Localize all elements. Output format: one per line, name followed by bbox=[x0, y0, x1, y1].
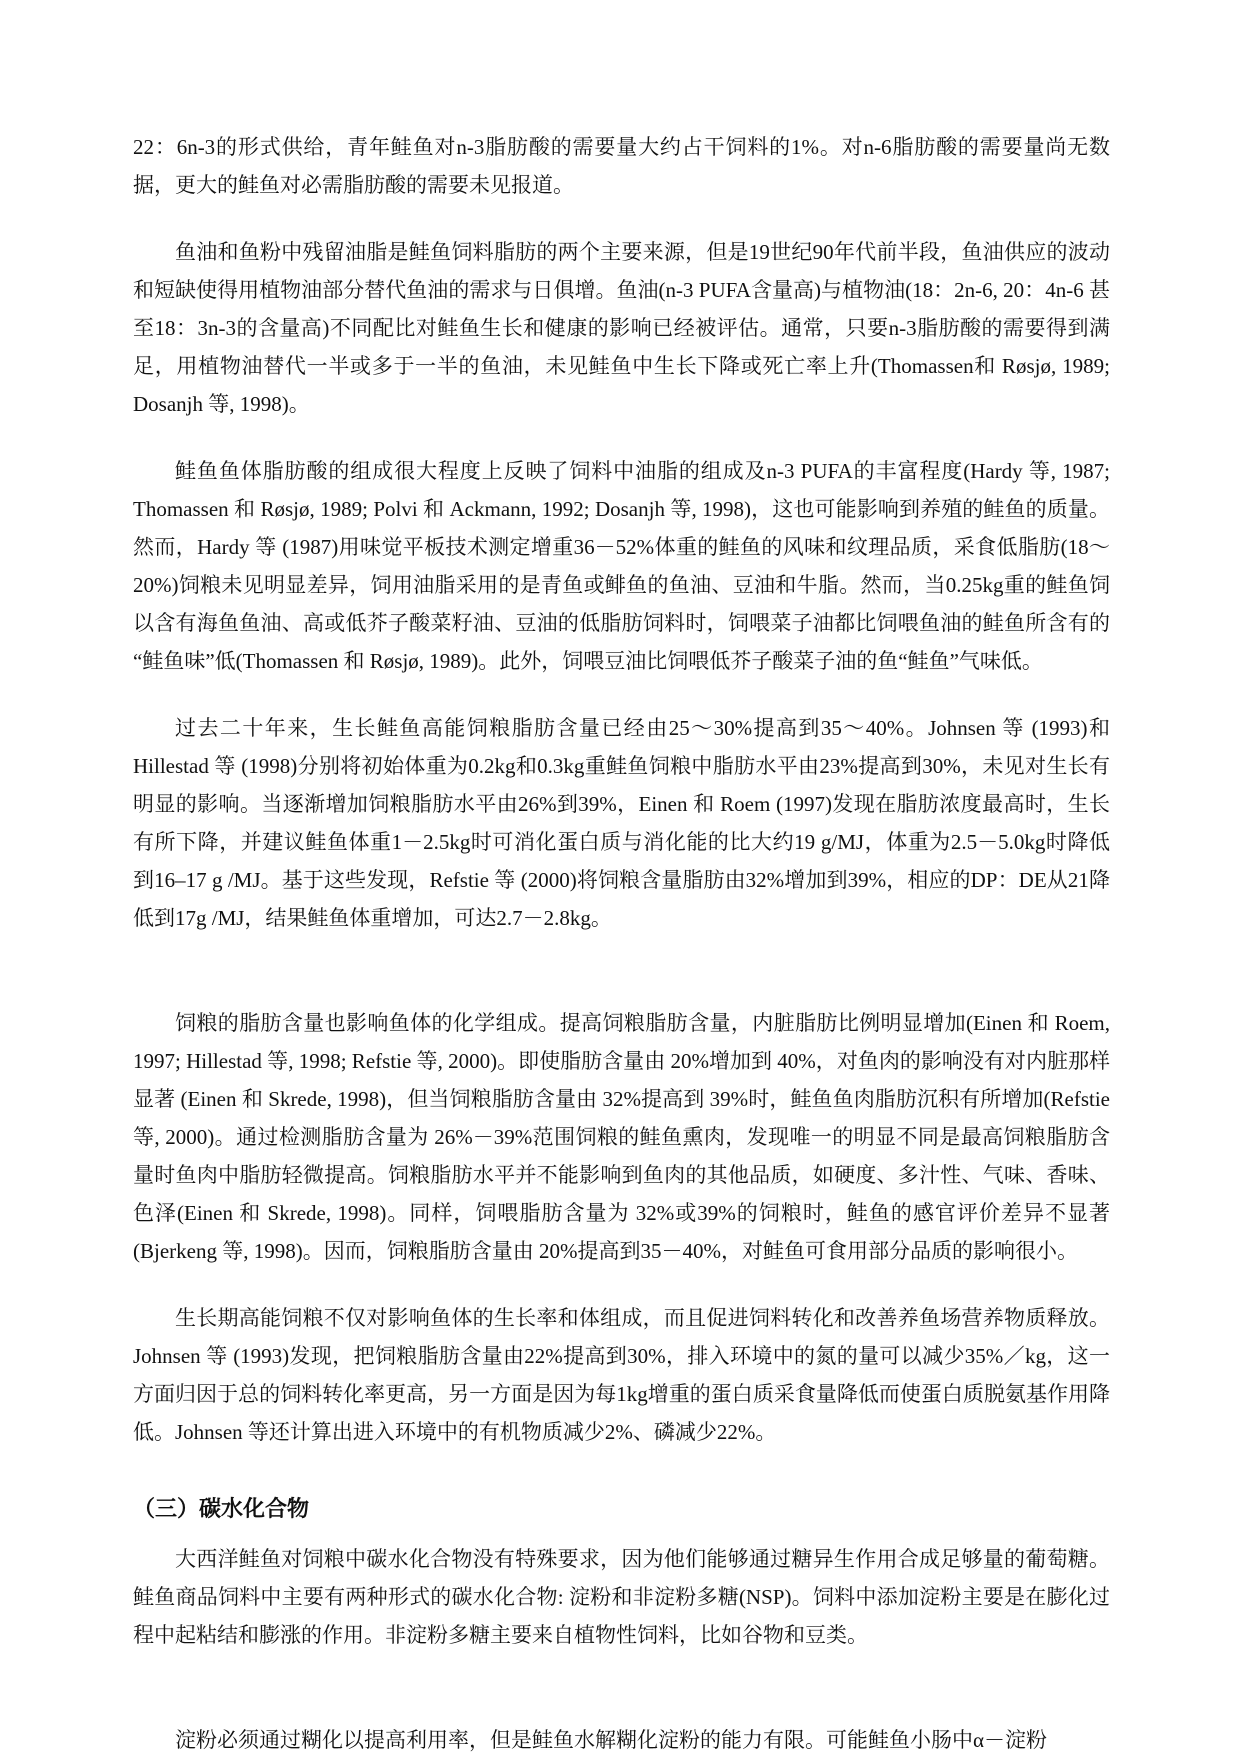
paragraph-fatty-acid-requirement: 22：6n-3的形式供给，青年鲑鱼对n-3脂肪酸的需要量大约占干饲料的1%。对n-6脂肪酸的需要量尚无数据，更大的鲑鱼对必需脂肪酸的需要未见报道。 bbox=[133, 135, 1110, 197]
paragraph-starch-gelatinization: 淀粉必须通过糊化以提高利用率，但是鲑鱼水解糊化淀粉的能力有限。可能鲑鱼小肠中α－淀粉 bbox=[175, 1728, 1047, 1752]
blank-line bbox=[133, 966, 1110, 1004]
paragraph-dietary-fat-increase-history: 过去二十年来，生长鲑鱼高能饲粮脂肪含量已经由25～30%提高到35～40%。Johnsen 等 (1993)和 Hillestad 等 (1998)分别将初始体重为0.2kg和0.3kg重鲑鱼饲粮中脂肪水平由23%提高到30%，未见对生长有明显的影响。当逐渐增加饲粮脂肪水平由26%到39%，Einen 和 Roem (1997)发现在脂肪浓度最高时，生长有所下降，并建议鲑鱼体重1－2.5kg时可消化蛋白质与消化能的比大约19 g/MJ，体重为2.5－5.0kg时降低到16–17 g /MJ。基于这些发现，Refstie 等 (2000)将饲粮含量脂肪由32%增加到39%，相应的DP：DE从21降低到17g /MJ，结果鲑鱼体重增加，可达2.7－2.8kg。 bbox=[133, 716, 1110, 930]
paragraph-high-energy-diet-environment: 生长期高能饲粮不仅对影响鱼体的生长率和体组成，而且促进饲料转化和改善养鱼场营养物质释放。Johnsen 等 (1993)发现，把饲粮脂肪含量由22%提高到30%，排入环境中的氮的量可以减少35%／kg，这一方面归因于总的饲料转化率更高，另一方面是因为每1kg增重的蛋白质采食量降低而使蛋白质脱氨基作用降低。Johnsen 等还计算出进入环境中的有机物质减少2%、磷减少22%。 bbox=[133, 1306, 1110, 1444]
section-heading-carbohydrates: （三）碳水化合物 bbox=[133, 1496, 310, 1521]
paragraph-fat-content-chemical-composition: 饲粮的脂肪含量也影响鱼体的化学组成。提高饲粮脂肪含量，内脏脂肪比例明显增加(Einen 和 Roem, 1997; Hillestad 等, 1998; Refstie 等, 2000)。即使脂肪含量由 20%增加到 40%，对鱼肉的影响没有对内脏那样显著 (Einen 和 Skrede, 1998)，但当饲粮脂肪含量由 32%提高到 39%时，鲑鱼鱼肉脂肪沉积有所增加(Refstie 等, 2000)。通过检测脂肪含量为 26%－39%范围饲粮的鲑鱼熏肉，发现唯一的明显不同是最高饲粮脂肪含量时鱼肉中脂肪轻微提高。饲粮脂肪水平并不能影响到鱼肉的其他品质，如硬度、多汁性、气味、香味、色泽(Einen 和 Skrede, 1998)。同样，饲喂脂肪含量为 32%或39%的饲粮时，鲑鱼的感官评价差异不显著(Bjerkeng 等, 1998)。因而，饲粮脂肪含量由 20%提高到35－40%，对鲑鱼可食用部分品质的影响很小。 bbox=[133, 1011, 1110, 1263]
paragraph-body-fatty-acid-composition: 鲑鱼鱼体脂肪酸的组成很大程度上反映了饲料中油脂的组成及n-3 PUFA的丰富程度(Hardy 等, 1987; Thomassen 和 Røsjø, 1989; Polvi 和 Ackmann, 1992; Dosanjh 等, 1998)，这也可能影响到养殖的鲑鱼的质量。然而，Hardy 等 (1987)用味觉平板技术测定增重36－52%体重的鲑鱼的风味和纹理品质，采食低脂肪(18～20%)饲粮未见明显差异，饲用油脂采用的是青鱼或鲱鱼的鱼油、豆油和牛脂。然而，当0.25kg重的鲑鱼饲以含有海鱼鱼油、高或低芥子酸菜籽油、豆油的低脂肪饲料时，饲喂菜子油都比饲喂鱼油的鲑鱼所含有的“鲑鱼味”低(Thomassen 和 Røsjø, 1989)。此外，饲喂豆油比饲喂低芥子酸菜子油的鱼“鲑鱼”气味低。 bbox=[133, 459, 1110, 673]
paragraph-fish-oil-sources: 鱼油和鱼粉中残留油脂是鲑鱼饲料脂肪的两个主要来源，但是19世纪90年代前半段，鱼油供应的波动和短缺使得用植物油部分替代鱼油的需求与日俱增。鱼油(n-3 PUFA含量高)与植物油(18：2n-6, 20：4n-6 甚至18：3n-3的含量高)不同配比对鲑鱼生长和健康的影响已经被评估。通常，只要n-3脂肪酸的需要得到满足，用植物油替代一半或多于一半的鱼油，未见鲑鱼中生长下降或死亡率上升(Thomassen和 Røsjø, 1989; Dosanjh 等, 1998)。 bbox=[133, 240, 1110, 416]
blank-line bbox=[133, 1683, 1110, 1721]
paragraph-carbohydrate-requirement: 大西洋鲑鱼对饲粮中碳水化合物没有特殊要求，因为他们能够通过糖异生作用合成足够量的葡萄糖。鲑鱼商品饲料中主要有两种形式的碳水化合物: 淀粉和非淀粉多糖(NSP)。饲料中添加淀粉主要是在膨化过程中起粘结和膨涨的作用。非淀粉多糖主要来自植物性饲料，比如谷物和豆类。 bbox=[133, 1547, 1110, 1647]
